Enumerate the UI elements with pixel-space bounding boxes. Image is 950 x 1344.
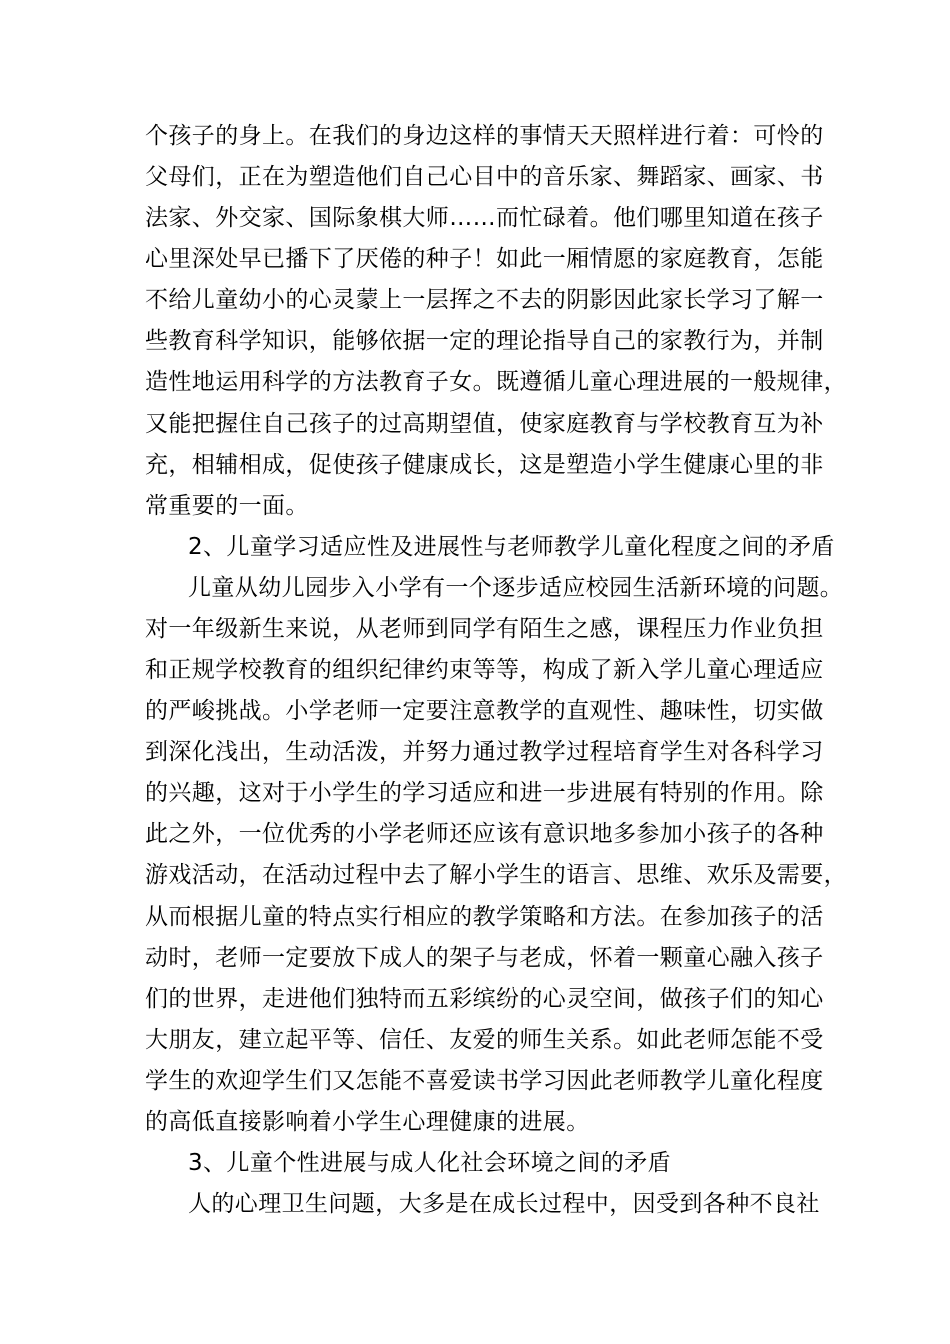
text-line: 们的世界，走进他们独特而五彩缤纷的心灵空间，做孩子们的知心 [145, 986, 824, 1012]
text-line: 的兴趣，这对于小学生的学习适应和进一步进展有特别的作用。除 [145, 780, 824, 806]
text-line: 到深化浅出，生动活泼，并努力通过教学过程培育学生对各科学习 [145, 739, 824, 765]
text-line: 不给儿童幼小的心灵蒙上一层挥之不去的阴影因此家长学习了解一 [145, 287, 824, 313]
text-line: 些教育科学知识，能够依据一定的理论指导自己的家教行为，并制 [145, 328, 824, 354]
text-line: 常重要的一面。 [145, 493, 309, 519]
text-line: 和正规学校教育的组织纪律约束等等，构成了新入学儿童心理适应 [145, 657, 824, 683]
text-line: 法家、外交家、国际象棋大师……而忙碌着。他们哪里知道在孩子 [145, 205, 824, 231]
paragraph-first-line: 儿童从幼儿园步入小学有一个逐步适应校园生活新环境的问题。 [188, 575, 844, 601]
text-line: 此之外，一位优秀的小学老师还应该有意识地多参加小孩子的各种 [145, 821, 824, 847]
text-line: 又能把握住自己孩子的过高期望值，使家庭教育与学校教育互为补 [145, 411, 824, 437]
text-line: 大朋友，建立起平等、信任、友爱的师生关系。如此老师怎能不受 [145, 1027, 824, 1053]
text-line: 的高低直接影响着小学生心理健康的进展。 [145, 1109, 590, 1135]
text-line: 学生的欢迎学生们又怎能不喜爱读书学习因此老师教学儿童化程度 [145, 1068, 824, 1094]
text-line: 动时，老师一定要放下成人的架子与老成，怀着一颗童心融入孩子 [145, 945, 824, 971]
section-heading: 3、儿童个性进展与成人化社会环境之间的矛盾 [188, 1150, 672, 1176]
text-line: 造性地运用科学的方法教育子女。既遵循儿童心理进展的一般规律， [145, 369, 847, 395]
text-line: 从而根据儿童的特点实行相应的教学策略和方法。在参加孩子的活 [145, 904, 824, 930]
text-line: 个孩子的身上。在我们的身边这样的事情天天照样进行着：可怜的 [145, 123, 824, 149]
text-line: 充，相辅相成，促使孩子健康成长，这是塑造小学生健康心里的非 [145, 452, 824, 478]
text-line: 的严峻挑战。小学老师一定要注意教学的直观性、趣味性，切实做 [145, 698, 824, 724]
text-line: 心里深处早已播下了厌倦的种子！如此一厢情愿的家庭教育，怎能 [145, 246, 824, 272]
section-heading: 2、儿童学习适应性及进展性与老师教学儿童化程度之间的矛盾 [188, 534, 835, 560]
paragraph-first-line: 人的心理卫生问题，大多是在成长过程中，因受到各种不良社 [188, 1191, 820, 1217]
text-line: 对一年级新生来说，从老师到同学有陌生之感，课程压力作业负担 [145, 616, 824, 642]
text-line: 游戏活动，在活动过程中去了解小学生的语言、思维、欢乐及需要， [145, 862, 847, 888]
text-line: 父母们，正在为塑造他们自己心目中的音乐家、舞蹈家、画家、书 [145, 164, 824, 190]
